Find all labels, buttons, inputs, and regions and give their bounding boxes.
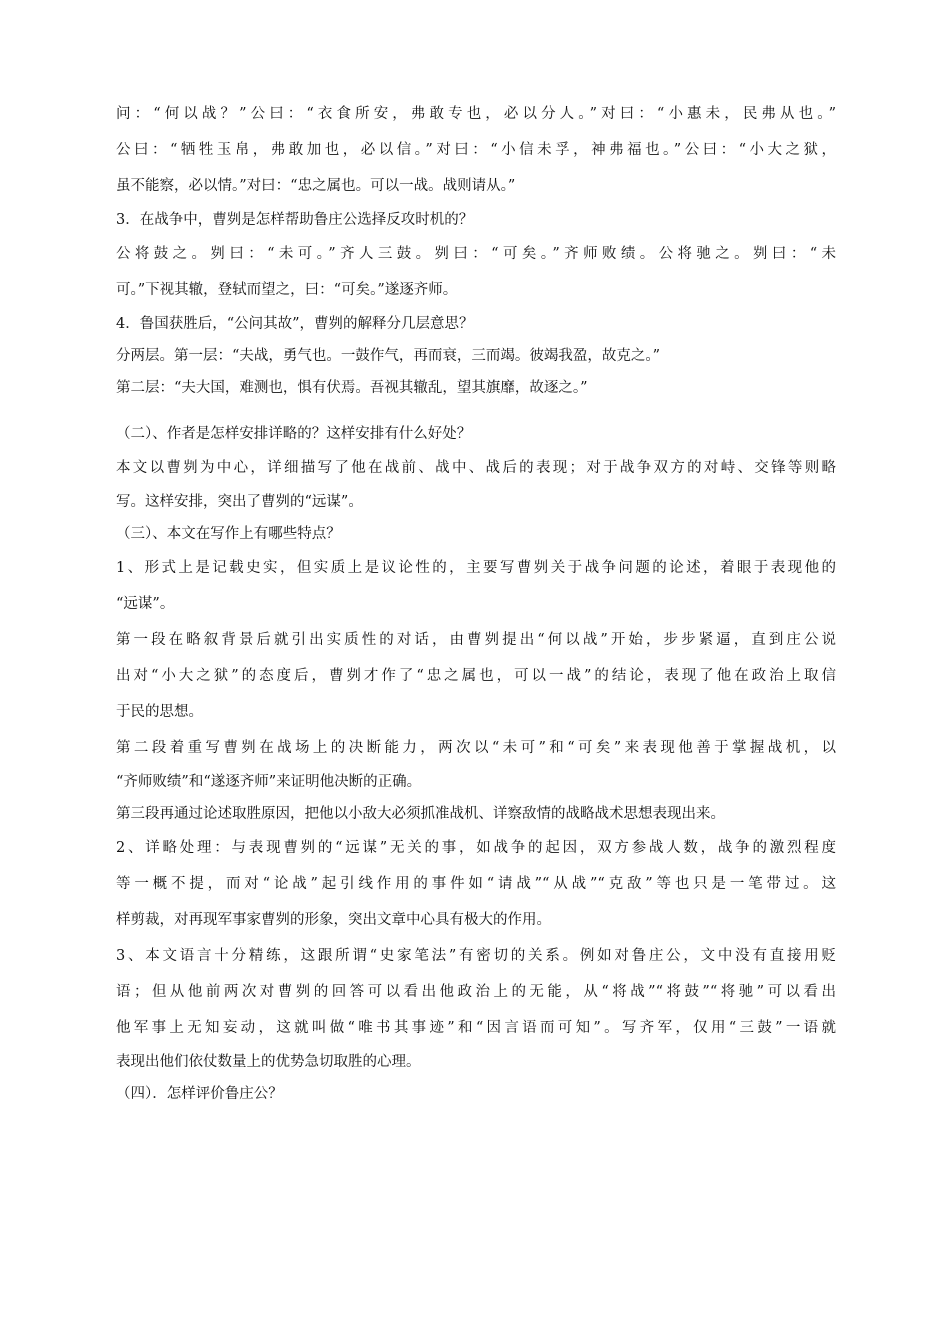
text-line: 公曰：“牺牲玉帛，弗敢加也，必以信。”对曰：“小信未孚，神弗福也。”公曰：“小大之狱， xyxy=(116,142,836,158)
text-line: “齐师败绩”和“遂逐齐师”来证明他决断的正确。 xyxy=(116,774,422,790)
text-line: “远谋”。 xyxy=(116,596,175,612)
text-line: 公将鼓之。刿曰：“未可。”齐人三鼓。刿曰：“可矣。”齐师败绩。公将驰之。刿曰：“未 xyxy=(116,246,836,262)
text-line: 问：“何以战？”公曰：“衣食所安，弗敢专也，必以分人。”对曰：“小惠未，民弗从也。” xyxy=(116,106,836,122)
text-line: （四）．怎样评价鲁庄公？ xyxy=(116,1086,283,1102)
text-line: 写。这样安排，突出了曹刿的“远谋”。 xyxy=(116,494,363,510)
text-line: 1、形式上是记载史实，但实质上是议论性的，主要写曹刿关于战争问题的论述，着眼于表现他的 xyxy=(116,560,836,576)
text-line: 3．在战争中，曹刿是怎样帮助鲁庄公选择反攻时机的？ xyxy=(116,212,474,228)
text-line: 本文以曹刿为中心，详细描写了他在战前、战中、战后的表现；对于战争双方的对峙、交锋等则略 xyxy=(116,460,836,476)
text-line: 等一概不提，而对“论战”起引线作用的事件如“请战”“从战”“克敌”等也只是一笔带过。这 xyxy=(116,876,836,892)
document-body xyxy=(116,96,836,1110)
text-line: 语；但从他前两次对曹刿的回答可以看出他政治上的无能，从“将战”“将鼓”“将驰”可以看出 xyxy=(116,984,836,1000)
text-line: （三）、本文在写作上有哪些特点？ xyxy=(116,526,341,542)
text-line: 3、本文语言十分精练，这跟所谓“史家笔法”有密切的关系。例如对鲁庄公，文中没有直接用贬 xyxy=(116,948,836,964)
text-line: 于民的思想。 xyxy=(116,704,203,720)
text-line: 分两层。第一层：“夫战，勇气也。一鼓作气，再而衰，三而竭。彼竭我盈，故克之。” xyxy=(116,348,661,364)
text-line: 样剪裁，对再现军事家曹刿的形象，突出文章中心具有极大的作用。 xyxy=(116,912,551,928)
text-line: 2、详略处理：与表现曹刿的“远谋”无关的事，如战争的起因，双方参战人数，战争的激烈程度 xyxy=(116,840,836,856)
text-line: 出对“小大之狱”的态度后，曹刿才作了“忠之属也，可以一战”的结论，表现了他在政治上取信 xyxy=(116,668,836,684)
text-line: 第二层：“夫大国，难测也，惧有伏焉。吾视其辙乱，望其旗靡，故逐之。” xyxy=(116,380,588,396)
text-line: 表现出他们依仗数量上的优势急切取胜的心理。 xyxy=(116,1054,421,1070)
blank-line xyxy=(116,404,836,418)
text-line: 他军事上无知妄动，这就叫做“唯书其事迹”和“因言语而可知”。写齐军，仅用“三鼓”一语就 xyxy=(116,1020,836,1036)
text-line: 第一段在略叙背景后就引出实质性的对话，由曹刿提出“何以战”开始，步步紧逼，直到庄公说 xyxy=(116,632,836,648)
text-line: 第二段着重写曹刿在战场上的决断能力，两次以“未可”和“可矣”来表现他善于掌握战机，以 xyxy=(116,740,836,756)
text-line: 第三段再通过论述取胜原因，把他以小敌大必须抓准战机、详察敌情的战略战术思想表现出来。 xyxy=(116,806,725,822)
text-line: 可。”下视其辙，登轼而望之，曰：“可矣。”遂逐齐师。 xyxy=(116,282,458,298)
text-line: （二）、作者是怎样安排详略的？这样安排有什么好处？ xyxy=(116,426,472,442)
text-line: 虽不能察，必以情。”对曰：“忠之属也。可以一战。战则请从。” xyxy=(116,178,516,194)
text-line: 4．鲁国获胜后，“公问其故”，曹刿的解释分几层意思？ xyxy=(116,316,474,332)
